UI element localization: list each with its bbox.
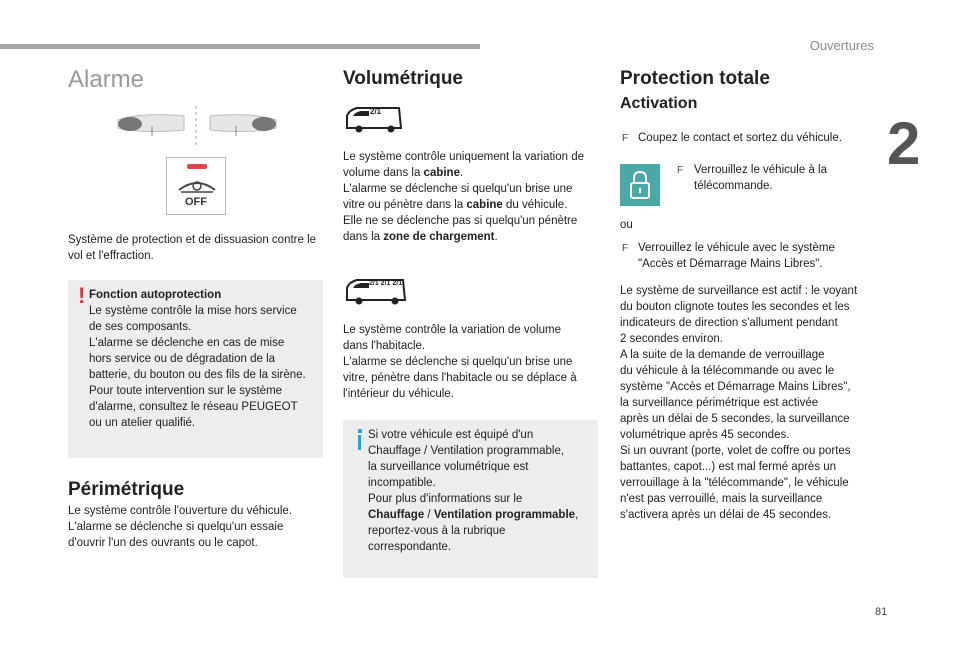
text-line: dans l'habitacle. bbox=[343, 340, 426, 352]
warning-line: Pour toute intervention sur le système bbox=[89, 385, 283, 397]
protection-totale-title: Protection totale bbox=[620, 68, 770, 89]
text-line: Le système contrôle la variation de volume bbox=[343, 324, 561, 336]
perimetrique-title: Périmétrique bbox=[68, 479, 185, 500]
van-full-seats: 2/1 2/1 2/1 bbox=[369, 280, 403, 287]
lock-icon bbox=[620, 164, 660, 206]
section-name: Ouvertures bbox=[809, 38, 874, 53]
warning-line: batterie, du bouton ou des fils de la sirène. bbox=[89, 369, 306, 381]
alarme-intro: Système de protection et de dissuasion contre le vol et l'effraction. bbox=[68, 234, 317, 262]
text-line: après un délai de 5 secondes, la surveillance bbox=[620, 413, 850, 425]
text-line: du bouton clignote toutes les secondes et les bbox=[620, 301, 850, 313]
info-icon-dot bbox=[358, 429, 362, 433]
text-line: n'est pas verrouillé, mais la surveillance bbox=[620, 493, 823, 505]
text-line: système "Accès et Démarrage Mains Libres", bbox=[620, 381, 851, 393]
text-line: Le système contrôle uniquement la variation de bbox=[343, 151, 585, 163]
text-line: A la suite de la demande de verrouillage bbox=[620, 349, 825, 361]
protection-body bbox=[620, 283, 880, 523]
bold-zone-chargement: zone de chargement bbox=[383, 231, 495, 243]
bullet-icon: F bbox=[622, 133, 629, 144]
bold-ventilation: Ventilation programmable bbox=[433, 509, 576, 521]
text-line: volume dans la bbox=[343, 167, 424, 179]
text-line: . bbox=[494, 231, 498, 243]
perimetrique-text bbox=[68, 503, 323, 551]
warning-box bbox=[68, 280, 323, 458]
text-line: indicateurs de direction s'allument pendant bbox=[620, 317, 838, 329]
text-line: . bbox=[459, 167, 464, 179]
text-line: Le système de surveillance est actif : le voyant bbox=[620, 285, 858, 297]
info-line: Pour plus d'informations sur le bbox=[368, 493, 523, 505]
step-3 bbox=[638, 240, 878, 272]
warning-icon: ! bbox=[78, 283, 86, 308]
info-box bbox=[343, 420, 598, 578]
text-line: L'alarme se déclenche si quelqu'un brise une bbox=[343, 183, 573, 195]
step-1: Coupez le contact et sortez du véhicule. bbox=[638, 132, 842, 144]
alarm-off-button-illustration bbox=[166, 157, 226, 215]
bold-chauffage: Chauffage bbox=[368, 509, 425, 521]
padlock-glyph bbox=[620, 164, 660, 206]
van-cabin-seats: 2/1 bbox=[370, 107, 382, 116]
info-line: / bbox=[424, 509, 434, 521]
header-bar bbox=[0, 44, 480, 49]
info-line: Chauffage / Ventilation programmable, bbox=[368, 445, 565, 457]
text-line: vitre, pénètre dans l'habitacle ou se déplace à bbox=[343, 372, 577, 384]
text-line: Verrouillez le véhicule avec le système bbox=[638, 242, 835, 254]
perimetrique-line: d'ouvrir l'un des ouvrants ou le capot. bbox=[68, 537, 258, 549]
text-line: la surveillance périmétrique est activée bbox=[620, 397, 819, 409]
off-label: OFF bbox=[185, 196, 207, 208]
info-line: la surveillance volumétrique est bbox=[368, 461, 529, 473]
text-line: l'intérieur du véhicule. bbox=[343, 388, 454, 400]
info-text bbox=[368, 427, 596, 555]
page-number: 81 bbox=[875, 606, 888, 618]
bullet-icon: F bbox=[677, 165, 684, 176]
step-2 bbox=[694, 162, 884, 194]
info-line: reportez-vous à la rubrique bbox=[368, 525, 506, 537]
alarme-title: Alarme bbox=[68, 66, 145, 93]
chapter-number: 2 bbox=[887, 110, 921, 177]
text-line: "Accès et Démarrage Mains Libres". bbox=[638, 258, 823, 270]
warning-line: L'alarme se déclenche en cas de mise bbox=[89, 337, 285, 349]
warning-text bbox=[89, 287, 321, 431]
text-line: Elle ne se déclenche pas si quelqu'un pénètre bbox=[343, 215, 578, 227]
text-line: volumétrique après 45 secondes. bbox=[620, 429, 790, 441]
text-line: battantes, capot...) est mal fermé après un bbox=[620, 461, 837, 473]
text-line: Verrouillez le véhicule à la bbox=[694, 164, 827, 176]
warning-line: Le système contrôle la mise hors service bbox=[89, 305, 297, 317]
text-line: vitre ou pénètre dans la bbox=[343, 199, 467, 211]
text-line: Si un ouvrant (porte, volet de coffre ou portes bbox=[620, 445, 851, 457]
warning-line: ou un atelier qualifié. bbox=[89, 417, 196, 429]
info-line: Si votre véhicule est équipé d'un bbox=[368, 429, 534, 441]
info-icon bbox=[358, 435, 361, 450]
info-line: correspondante. bbox=[368, 541, 452, 553]
volumetrique-text-1 bbox=[343, 149, 603, 245]
warning-title: Fonction autoprotection bbox=[89, 289, 222, 301]
warning-line: d'alarme, consultez le réseau PEUGEOT bbox=[89, 401, 298, 413]
volumetrique-text-2 bbox=[343, 322, 603, 402]
text-line: verrouillage à la "télécommande", le véhicule bbox=[620, 477, 849, 489]
text-line: télécommande. bbox=[694, 180, 773, 192]
text-line: 2 secondes environ. bbox=[620, 333, 723, 345]
info-line: incompatible. bbox=[368, 477, 436, 489]
activation-subtitle: Activation bbox=[620, 95, 698, 112]
info-line: , bbox=[575, 509, 579, 521]
perimetrique-line: L'alarme se déclenche si quelqu'un essaie bbox=[68, 521, 284, 533]
text-line: du véhicule. bbox=[502, 199, 568, 211]
perimetrique-line: Le système contrôle l'ouverture du véhicule. bbox=[68, 505, 293, 517]
text-line: s'activera après un délai de 45 secondes. bbox=[620, 509, 832, 521]
bullet-icon: F bbox=[622, 243, 629, 254]
text-line: du véhicule à la télécommande ou avec le bbox=[620, 365, 835, 377]
warning-line: hors service ou de dégradation de la bbox=[89, 353, 276, 365]
or-text: ou bbox=[620, 219, 633, 231]
bold-cabine: cabine bbox=[466, 199, 503, 211]
text-line: L'alarme se déclenche si quelqu'un brise une bbox=[343, 356, 573, 368]
bold-cabine: cabine bbox=[423, 167, 460, 179]
warning-line: de ses composants. bbox=[89, 321, 192, 333]
volumetrique-title: Volumétrique bbox=[343, 68, 463, 89]
text-line: dans la bbox=[343, 231, 384, 243]
mirror-sensors-illustration bbox=[112, 104, 282, 148]
